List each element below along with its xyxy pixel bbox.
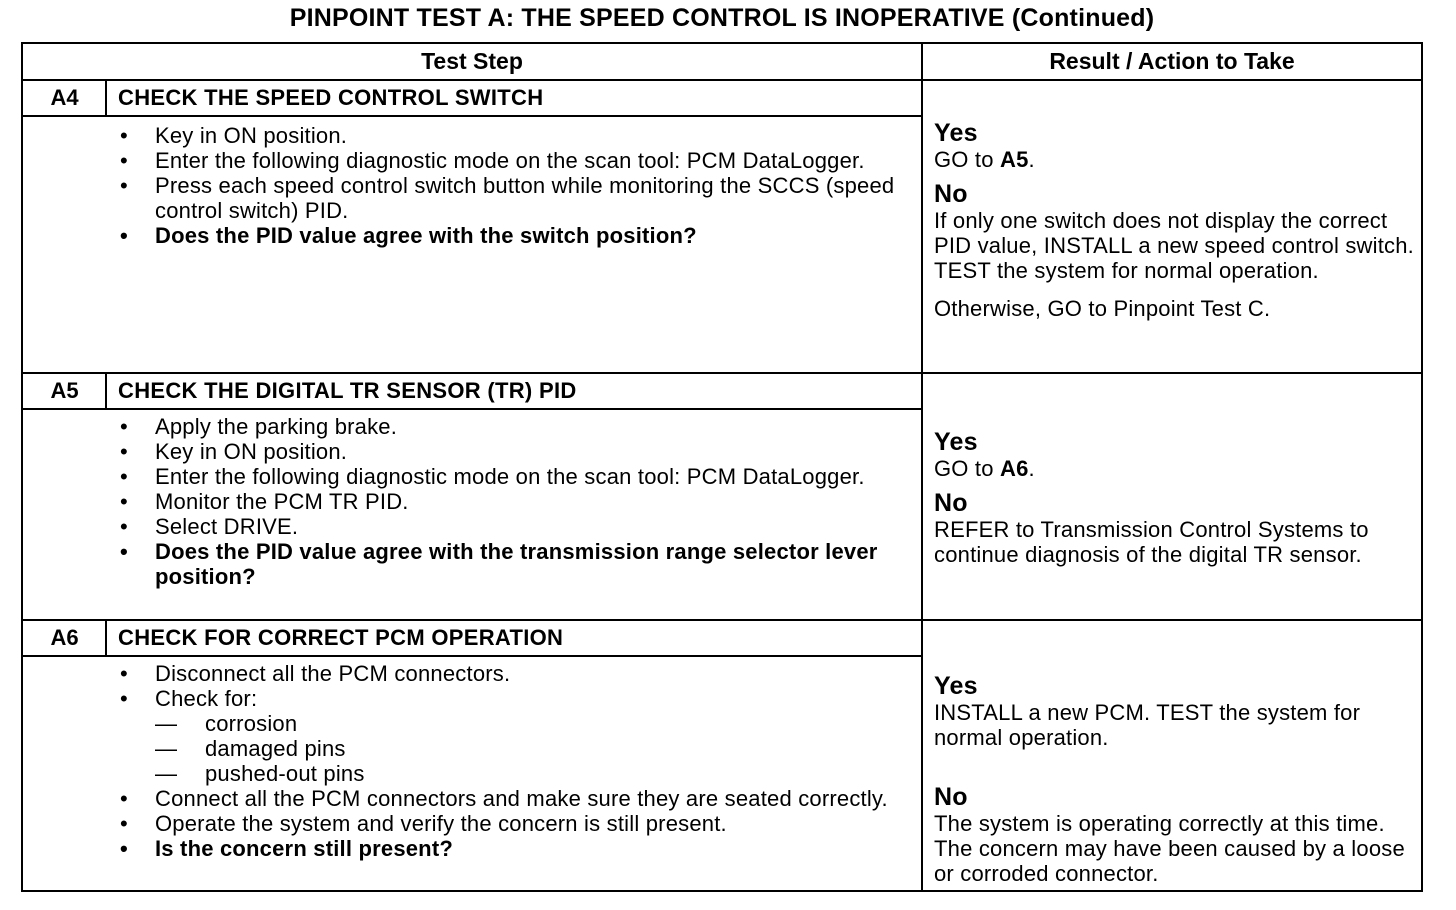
list-item: • Select DRIVE. xyxy=(120,514,299,539)
list-item: • Check for: — corrosion — damaged pins — pushed-out pins xyxy=(118,686,908,786)
a4-title-divider xyxy=(23,115,921,117)
list-item: • Disconnect all the PCM connectors. xyxy=(120,661,511,686)
a6-title-divider xyxy=(23,655,921,657)
sub-list-item: — corrosion xyxy=(155,711,298,736)
result-a5 xyxy=(934,429,1414,567)
yes-label: Yes xyxy=(934,119,978,147)
yes-action: GO to A6. xyxy=(934,456,1035,481)
step-id-a6: A6 xyxy=(50,625,79,650)
no-action: If only one switch does not display the correct PID value, INSTALL a new speed control switch. xyxy=(934,208,1414,258)
no-label: No xyxy=(934,489,968,517)
yes-action: GO to A5. xyxy=(934,147,1035,172)
list-item: • Monitor the PCM TR PID. xyxy=(120,489,409,514)
result-a4 xyxy=(934,120,1414,321)
check-for-sublist xyxy=(155,711,908,786)
step-list-a6 xyxy=(118,661,908,861)
list-item-question: • Does the PID value agree with the transmission range selector lever position? xyxy=(120,539,878,589)
list-item: • Press each speed control switch button while monitoring the SCCS (speed control switch) PID. xyxy=(120,173,895,223)
no-action: REFER to Transmission Control Systems to continue diagnosis of the digital TR sensor. xyxy=(934,517,1369,567)
no-action-test: TEST the system for normal operation. xyxy=(934,258,1319,283)
no-action: The system is operating correctly at this time. The concern may have been caused by a loose or corroded connector. xyxy=(934,811,1405,886)
list-item-question: • Is the concern still present? xyxy=(120,836,453,861)
step-id-a4: A4 xyxy=(50,85,79,110)
sub-list-item: — damaged pins xyxy=(155,736,346,761)
list-item: • Enter the following diagnostic mode on the scan tool: PCM DataLogger. xyxy=(120,464,865,489)
yes-action: INSTALL a new PCM. TEST the system for normal operation. xyxy=(934,700,1361,750)
step-title-a5: CHECK THE DIGITAL TR SENSOR (TR) PID xyxy=(118,378,577,403)
step-title-a4: CHECK THE SPEED CONTROL SWITCH xyxy=(118,85,544,110)
list-item-question: • Does the PID value agree with the switch position? xyxy=(120,223,697,248)
no-action-otherwise: Otherwise, GO to Pinpoint Test C. xyxy=(934,296,1271,321)
result-header: Result / Action to Take xyxy=(1049,48,1295,74)
yes-label: Yes xyxy=(934,428,978,456)
column-divider xyxy=(921,44,923,890)
list-item: • Operate the system and verify the concern is still present. xyxy=(120,811,727,836)
result-a6 xyxy=(934,673,1414,886)
step-id-a5: A5 xyxy=(50,378,79,403)
step-title-a6: CHECK FOR CORRECT PCM OPERATION xyxy=(118,625,564,650)
test-step-header: Test Step xyxy=(421,48,523,74)
no-label: No xyxy=(934,783,968,811)
a5-title-divider xyxy=(23,408,921,410)
list-item: • Enter the following diagnostic mode on the scan tool: PCM DataLogger. xyxy=(120,148,865,173)
list-item: • Key in ON position. xyxy=(120,123,348,148)
pinpoint-test-table xyxy=(21,42,1423,892)
yes-label: Yes xyxy=(934,672,978,700)
list-item: • Apply the parking brake. xyxy=(120,414,398,439)
list-item: • Connect all the PCM connectors and make sure they are seated correctly. xyxy=(120,786,888,811)
sub-list-item: — pushed-out pins xyxy=(155,761,365,786)
no-label: No xyxy=(934,180,968,208)
list-item: • Key in ON position. xyxy=(120,439,348,464)
page-title: PINPOINT TEST A: THE SPEED CONTROL IS INOPERATIVE (Continued) xyxy=(289,4,1155,32)
step-list-a4 xyxy=(118,123,908,248)
step-list-a5 xyxy=(118,414,908,589)
